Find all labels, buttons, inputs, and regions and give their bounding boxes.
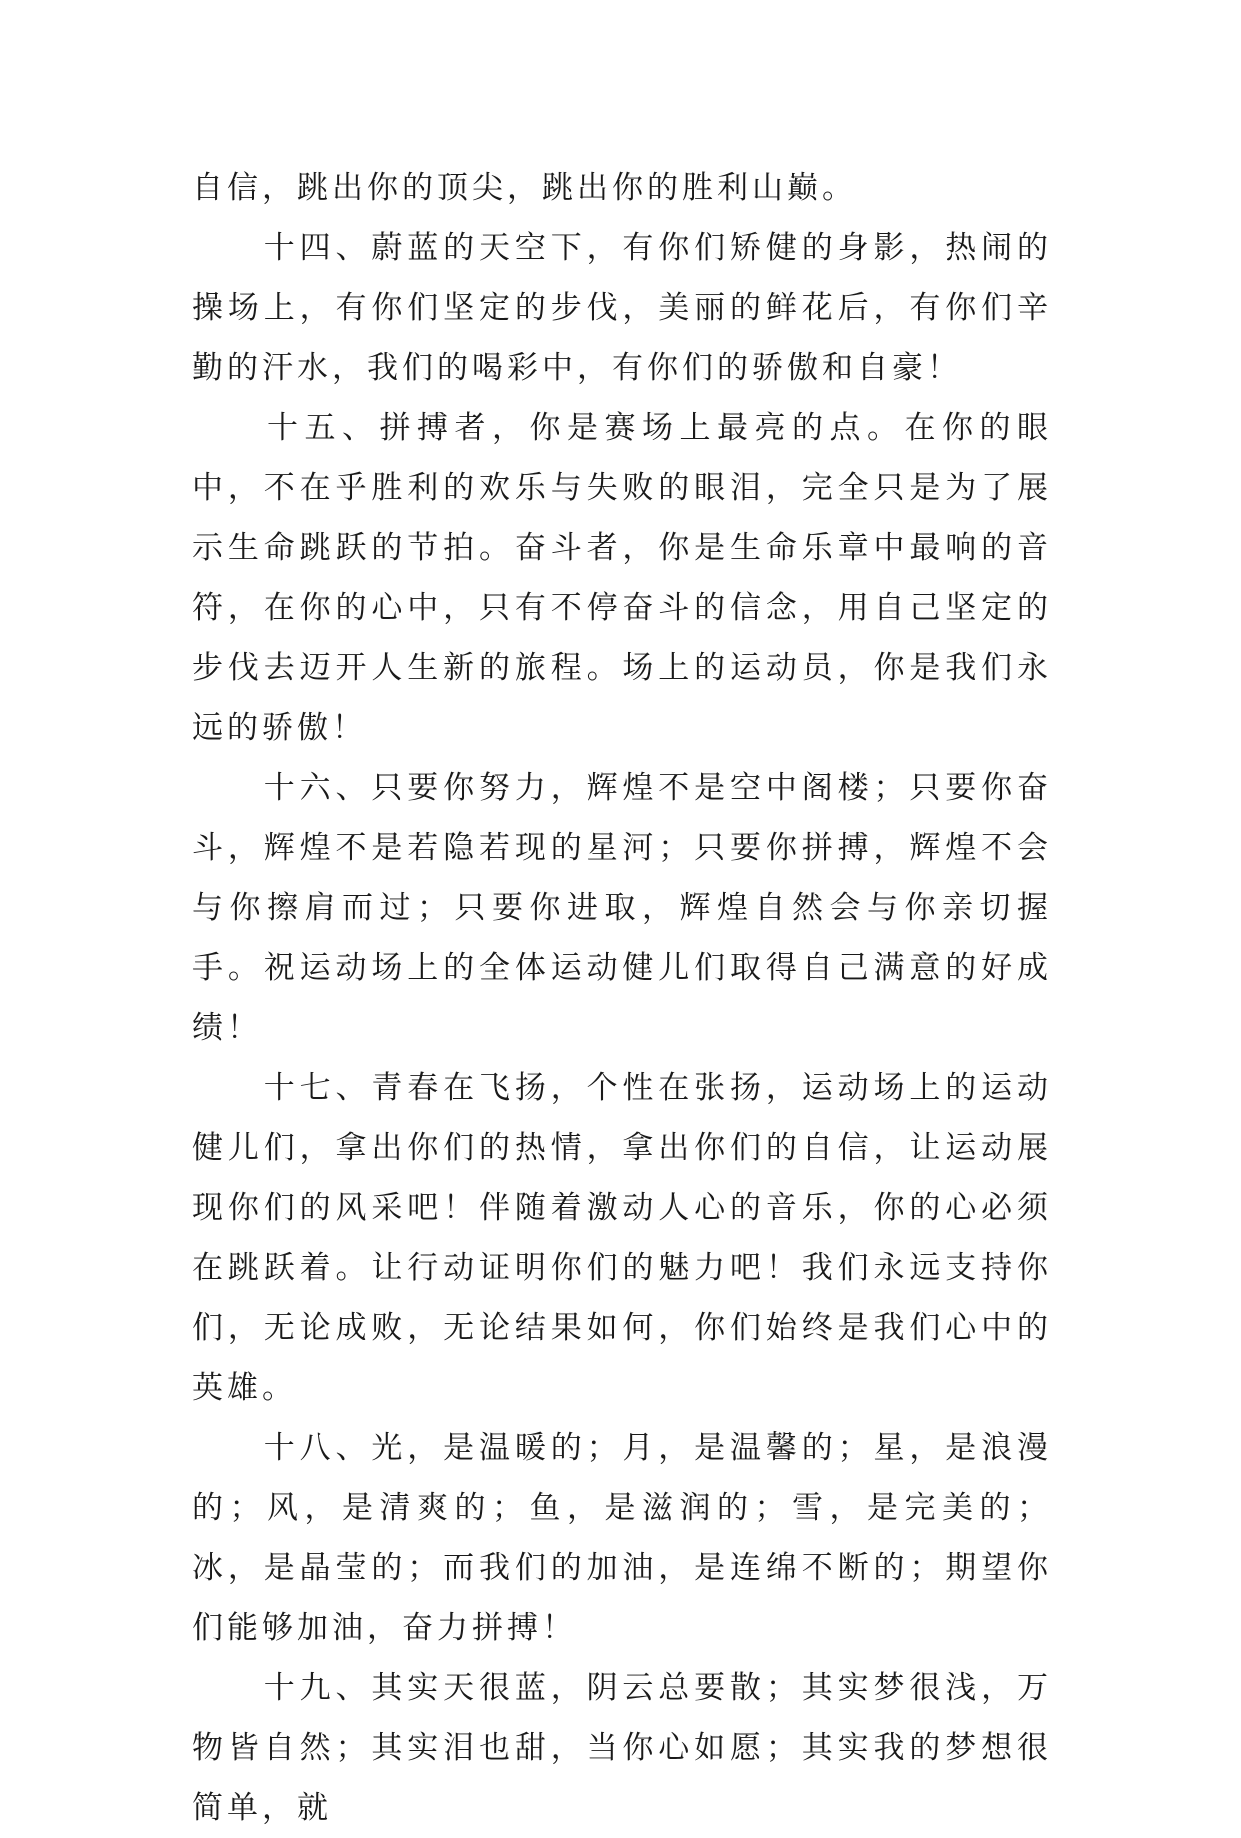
- paragraph-16: 十六、只要你努力，辉煌不是空中阁楼；只要你奋斗，辉煌不是若隐若现的星河；只要你拼搏，辉煌不会与你擦肩而过；只要你进取，辉煌自然会与你亲切握手。祝运动场上的全体运动健儿们取得自己满意的好成绩！: [192, 770, 1052, 1046]
- paragraph-18: 十八、光，是温暖的；月，是温馨的；星，是浪漫的；风，是清爽的；鱼，是滋润的；雪，是完美的；冰，是晶莹的；而我们的加油，是连绵不断的；期望你们能够加油，奋力拼搏！: [192, 1430, 1052, 1646]
- paragraph-continuation: 自信，跳出你的顶尖，跳出你的胜利山巅。: [192, 170, 857, 206]
- paragraph-15: 十五、拼搏者，你是赛场上最亮的点。在你的眼中，不在乎胜利的欢乐与失败的眼泪，完全只是为了展示生命跳跃的节拍。奋斗者，你是生命乐章中最响的音符，在你的心中，只有不停奋斗的信念，用自己坚定的步伐去迈开人生新的旅程。场上的运动员，你是我们永远的骄傲！: [192, 410, 1052, 746]
- paragraph-17: 十七、青春在飞扬，个性在张扬，运动场上的运动健儿们，拿出你们的热情，拿出你们的自信，让运动展现你们的风采吧！伴随着激动人心的音乐，你的心必须在跳跃着。让行动证明你们的魅力吧！我们永远支持你们，无论成败，无论结果如何，你们始终是我们心中的英雄。: [192, 1070, 1052, 1406]
- paragraph-14: 十四、蔚蓝的天空下，有你们矫健的身影，热闹的操场上，有你们坚定的步伐，美丽的鲜花后，有你们辛勤的汗水，我们的喝彩中，有你们的骄傲和自豪！: [192, 230, 1052, 386]
- document-body: [192, 158, 1052, 1838]
- paragraph-19: 十九、其实天很蓝，阴云总要散；其实梦很浅，万物皆自然；其实泪也甜，当你心如愿；其实我的梦想很简单，就: [192, 1670, 1052, 1826]
